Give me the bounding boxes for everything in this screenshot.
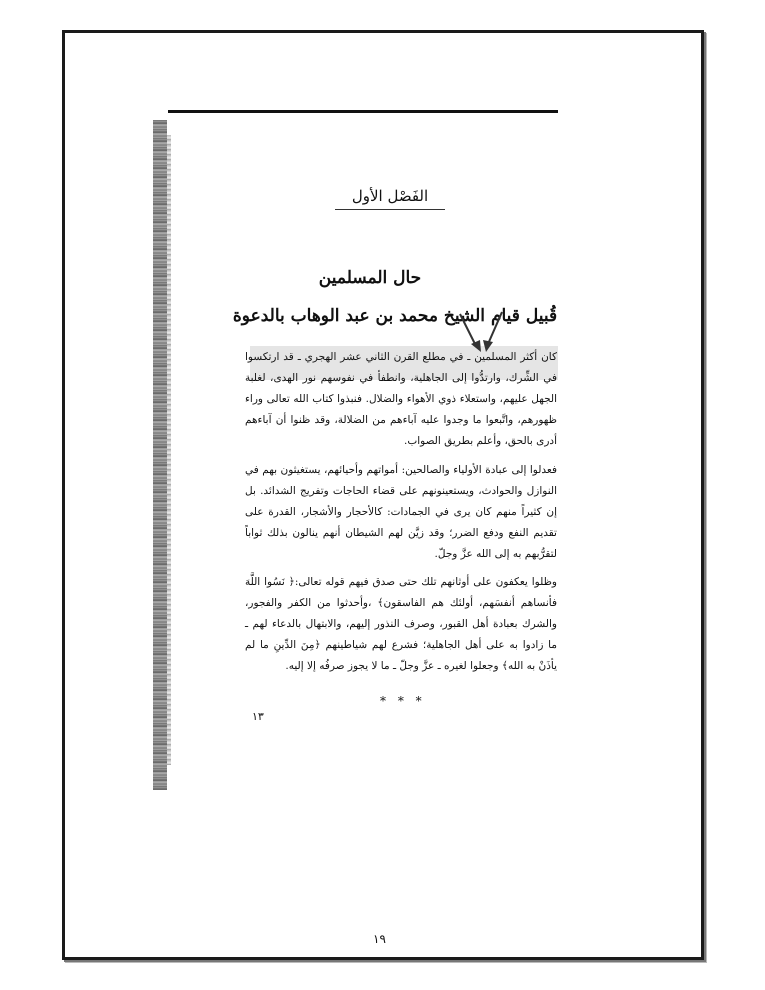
chapter-underline bbox=[335, 209, 445, 210]
paragraph-1: كان أكثر المسلمين ـ في مطلع القرن الثاني عشر الهجري ـ قد ارتكسوا في الشِّرك، وارتدُّوا إلى الجاهلية، وانطفأ في نفوسهم نور الهدى، لغلبة الجهل عليهم، واستعلاء ذوي الأهواء والضلال. فنبذوا كتاب الله تعالى وراء ظهورهم، واتَّبعوا ما وجدوا عليه آباءهم من الضلالة، وقد ظنوا أن آباءهم أدرى بالحق، وأعلم بطريق الصواب. bbox=[245, 351, 557, 447]
book-spine-edge bbox=[167, 135, 171, 765]
book-spine-shadow bbox=[153, 120, 167, 790]
chapter-heading: الفَصْل الأول bbox=[351, 187, 429, 205]
inner-page-number: ١٣ bbox=[252, 710, 264, 723]
arrow-left-line bbox=[460, 314, 476, 346]
top-rule bbox=[168, 110, 558, 113]
section-subtitle: قُبيل قيام الشيخ محمد بن عبد الوهاب بالدعوة bbox=[232, 306, 558, 326]
section-separator: * * * bbox=[380, 694, 426, 708]
paragraph-2: فعدلوا إلى عبادة الأولياء والصالحين: أمواتهم وأحيائهم، يستغيثون بهم في النوازل والحوادث، ويستعينونهم على قضاء الحاجات وتفريج الشدائد. بل إن كثيراً منهم كان يرى في الجمادات: كالأحجار والأشجار، القدرة على تقديم النفع ودفع الضرر؛ وقد زيَّن لهم الشيطان أنهم ينالون بذلك ثواباً لتقرُّبهم به إلى الله عزَّ وجلّ. bbox=[245, 464, 557, 560]
arrow-right-line bbox=[488, 312, 502, 344]
section-title: حال المسلمين bbox=[318, 268, 422, 288]
outer-page-number: ١٩ bbox=[373, 932, 386, 946]
paragraph-3: وظلوا يعكفون على أوثانهم تلك حتى صدق فيهم قوله تعالى:﴿ نَسُوا اللَّهَ فأنساهم أنفسَهم، أولئك هم الفاسقون﴾ ،وأحدثوا من الكفر والفجور، والشرك بعبادة أهل القبور، وصرف النذور إليهم، والابتهال بالدعاء لهم ـ ما زادوا به على أهل الجاهلية؛ فشرع لهم شياطينهم ﴿مِنَ الدِّينِ ما لم يأذَنْ به الله﴾ وجعلوا لغيره ـ عزَّ وجلّ ـ ما لا يجوز صرفُه إلا إليه. bbox=[245, 576, 557, 672]
